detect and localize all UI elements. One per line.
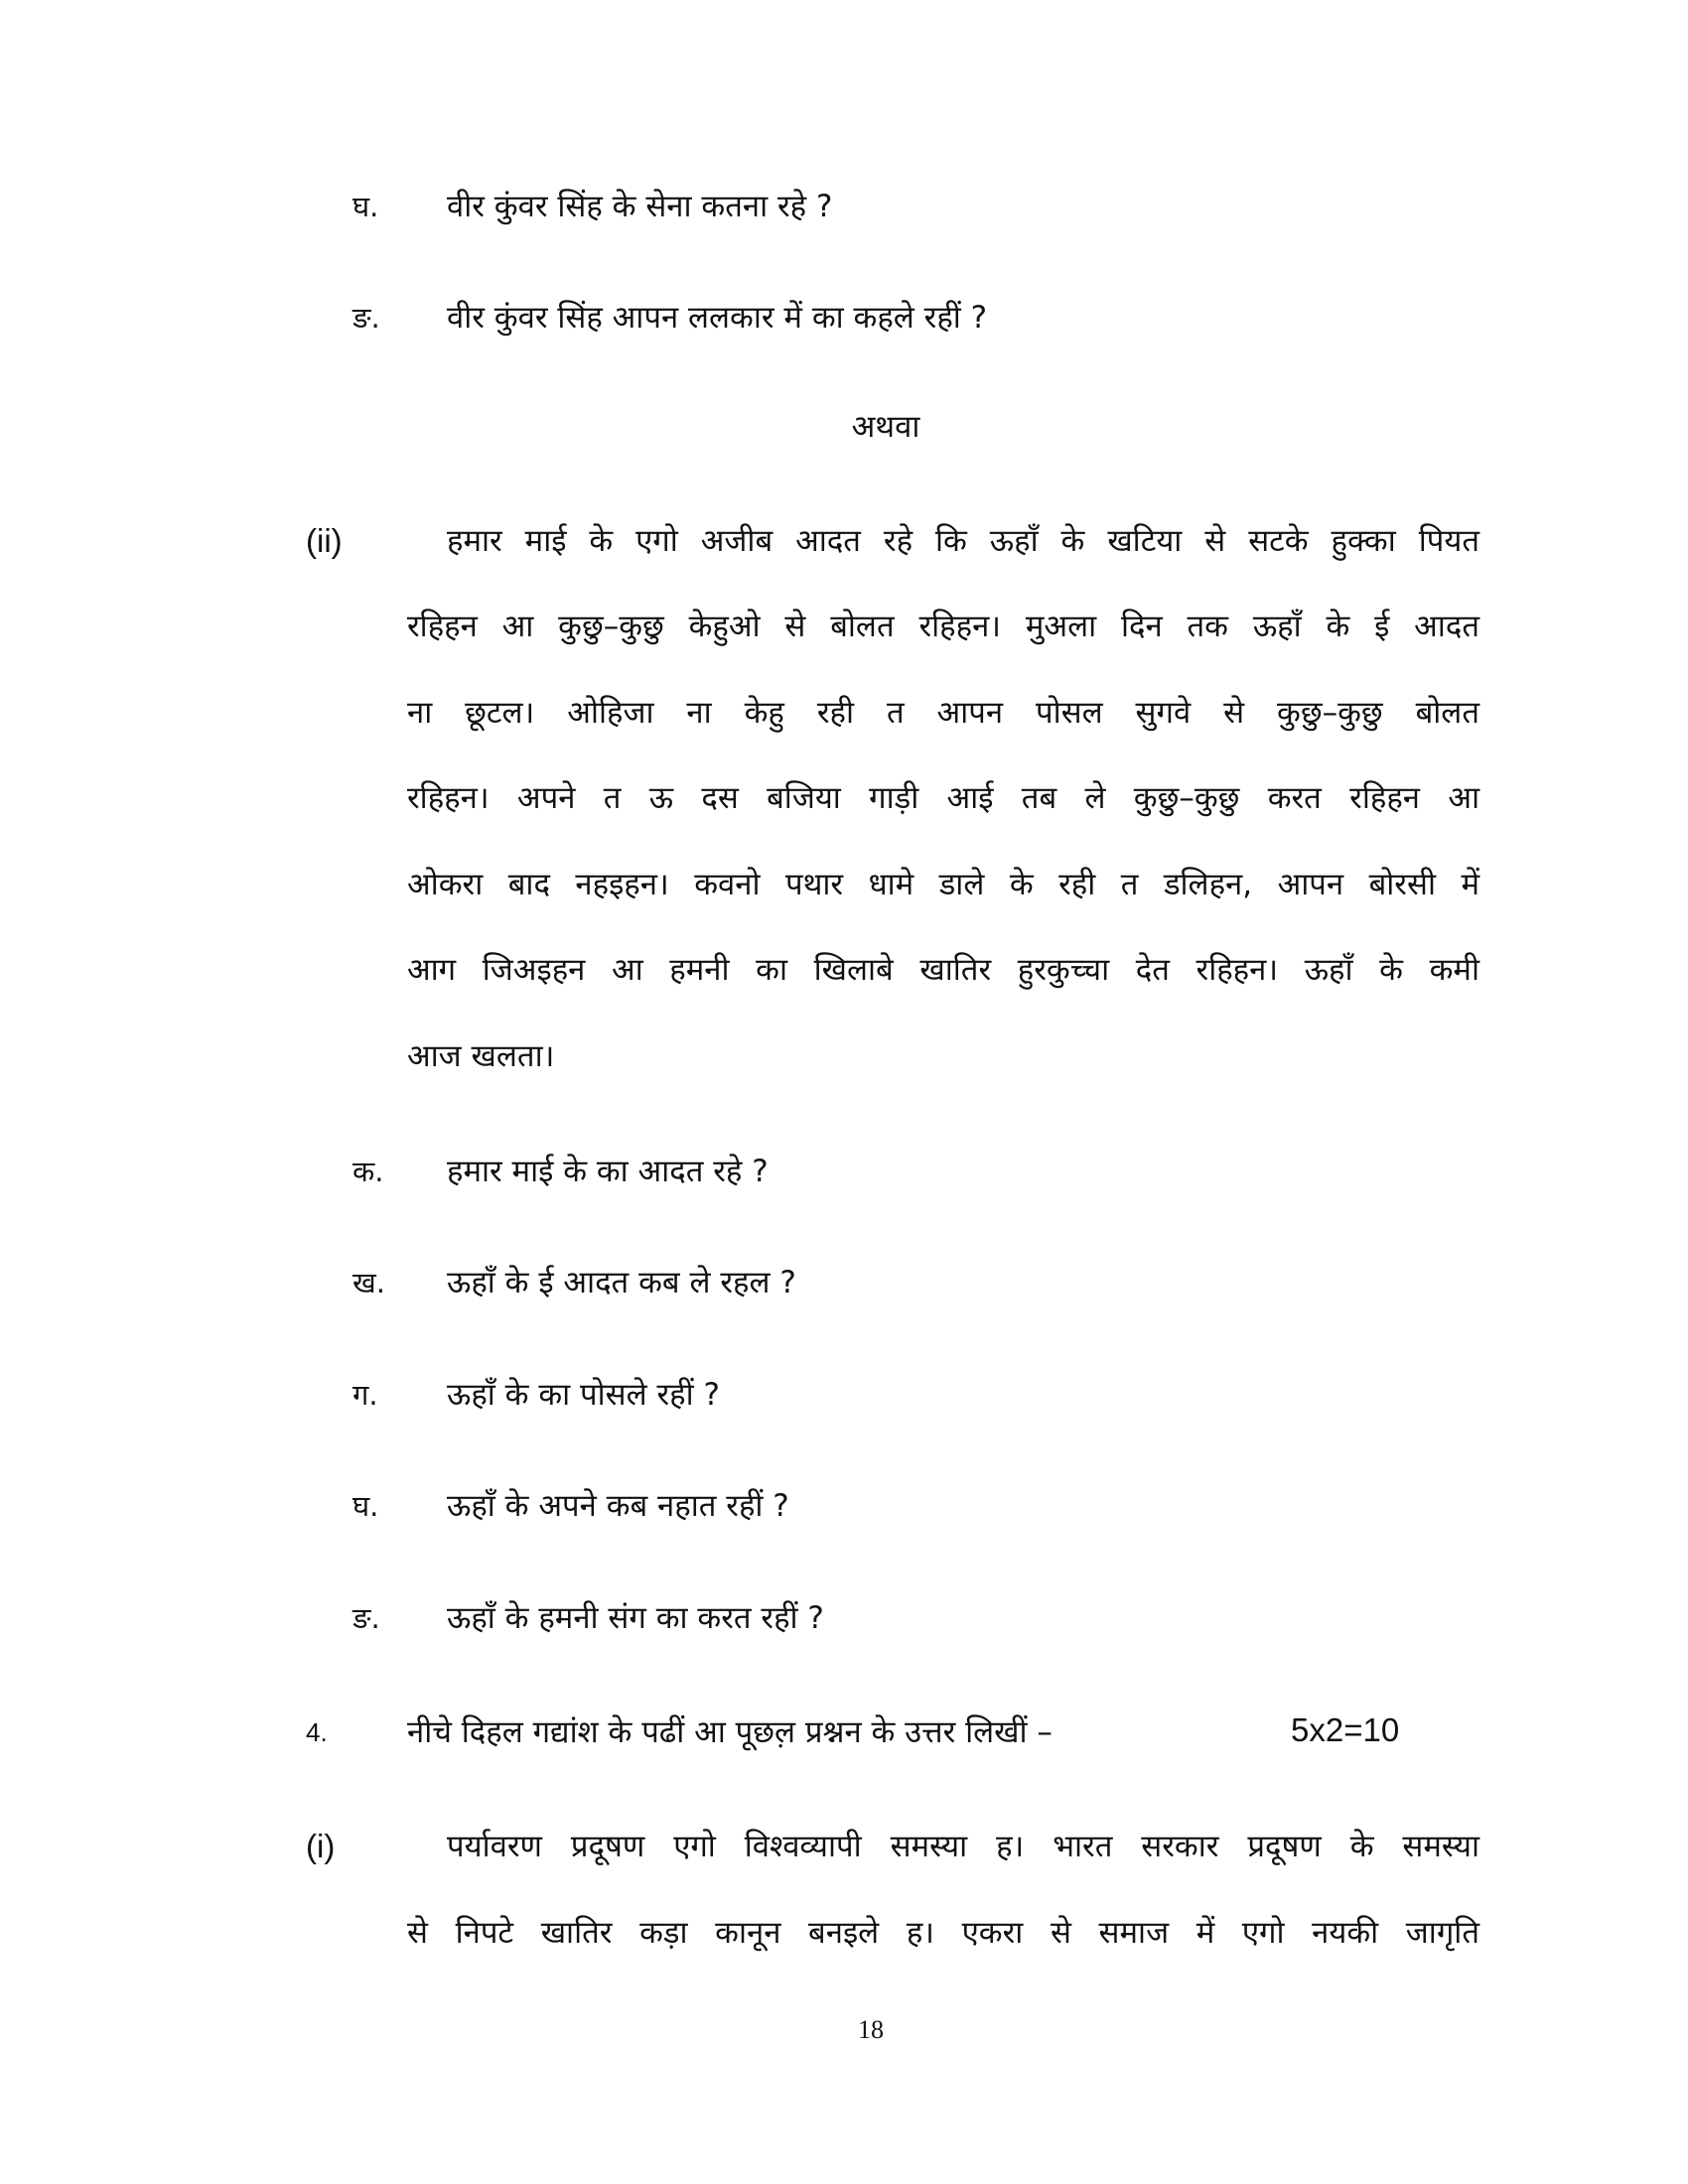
passage-label: (ii)	[306, 522, 343, 559]
marks-allocation: 5x2=10	[1291, 1711, 1400, 1748]
passage-line: रहिहन आ कुछु–कुछु केहुओ से बोलत रहिहन। मुअला दिन तक ऊहाँ के ई आदत	[407, 609, 1479, 644]
passage-line: आग जिअइहन आ हमनी का खिलाबे खातिर हुरकुच्चा देत रहिहन। ऊहाँ के कमी	[407, 952, 1479, 988]
question-label: घ.	[352, 190, 379, 223]
question-label: ग.	[352, 1378, 378, 1412]
question-text: ऊहाँ के ई आदत कब ले रहल ?	[447, 1265, 796, 1300]
passage-line: ओकरा बाद नहइहन। कवनो पथार धामे डाले के रही त डलिहन, आपन बोरसी में	[407, 867, 1479, 902]
page-number: 18	[858, 2015, 884, 2044]
passage-line: हमार माई के एगो अजीब आदत रहे कि ऊहाँ के खटिया से सटके हुक्का पियत	[447, 523, 1479, 559]
passage-label: (i)	[306, 1828, 336, 1864]
question-text: वीर कुंवर सिंह आपन ललकार में का कहले रहीं ?	[447, 300, 988, 336]
passage-line: ना छूटल। ओहिजा ना केहु रही त आपन पोसल सुगवे से कुछु–कुछु बोलत	[407, 695, 1479, 731]
question-text: हमार माई के का आदत रहे ?	[447, 1154, 769, 1189]
question-label: ख.	[352, 1266, 385, 1299]
question-text: ऊहाँ के का पोसले रहीं ?	[447, 1377, 720, 1413]
or-separator: अथवा	[851, 409, 920, 445]
question-number: 4.	[306, 1717, 328, 1747]
passage-line: आज खलता।	[407, 1038, 555, 1074]
question-label: ङ.	[352, 301, 380, 335]
question-label: घ.	[352, 1489, 379, 1523]
question-label: ङ.	[352, 1601, 380, 1635]
passage-line: पर्यावरण प्रदूषण एगो विश्वव्यापी समस्या ह। भारत सरकार प्रदूषण के समस्या	[447, 1829, 1479, 1864]
question-text: वीर कुंवर सिंह के सेना कतना रहे ?	[447, 189, 833, 224]
passage-line: रहिहन। अपने त ऊ दस बजिया गाड़ी आई तब ले कुछु–कुछु करत रहिहन आ	[407, 780, 1479, 816]
question-text: ऊहाँ के हमनी संग का करत रहीं ?	[447, 1600, 824, 1636]
question-instruction: नीचे दिहल गद्यांश के पढीं आ पूछल़ प्रश्नन के उत्तर लिखीं –	[407, 1714, 1053, 1750]
passage-line: से निपटे खातिर कड़ा कानून बनइले ह। एकरा से समाज में एगो नयकी जागृति	[407, 1915, 1479, 1951]
question-text: ऊहाँ के अपने कब नहात रहीं ?	[447, 1488, 789, 1524]
question-label: क.	[352, 1155, 384, 1188]
